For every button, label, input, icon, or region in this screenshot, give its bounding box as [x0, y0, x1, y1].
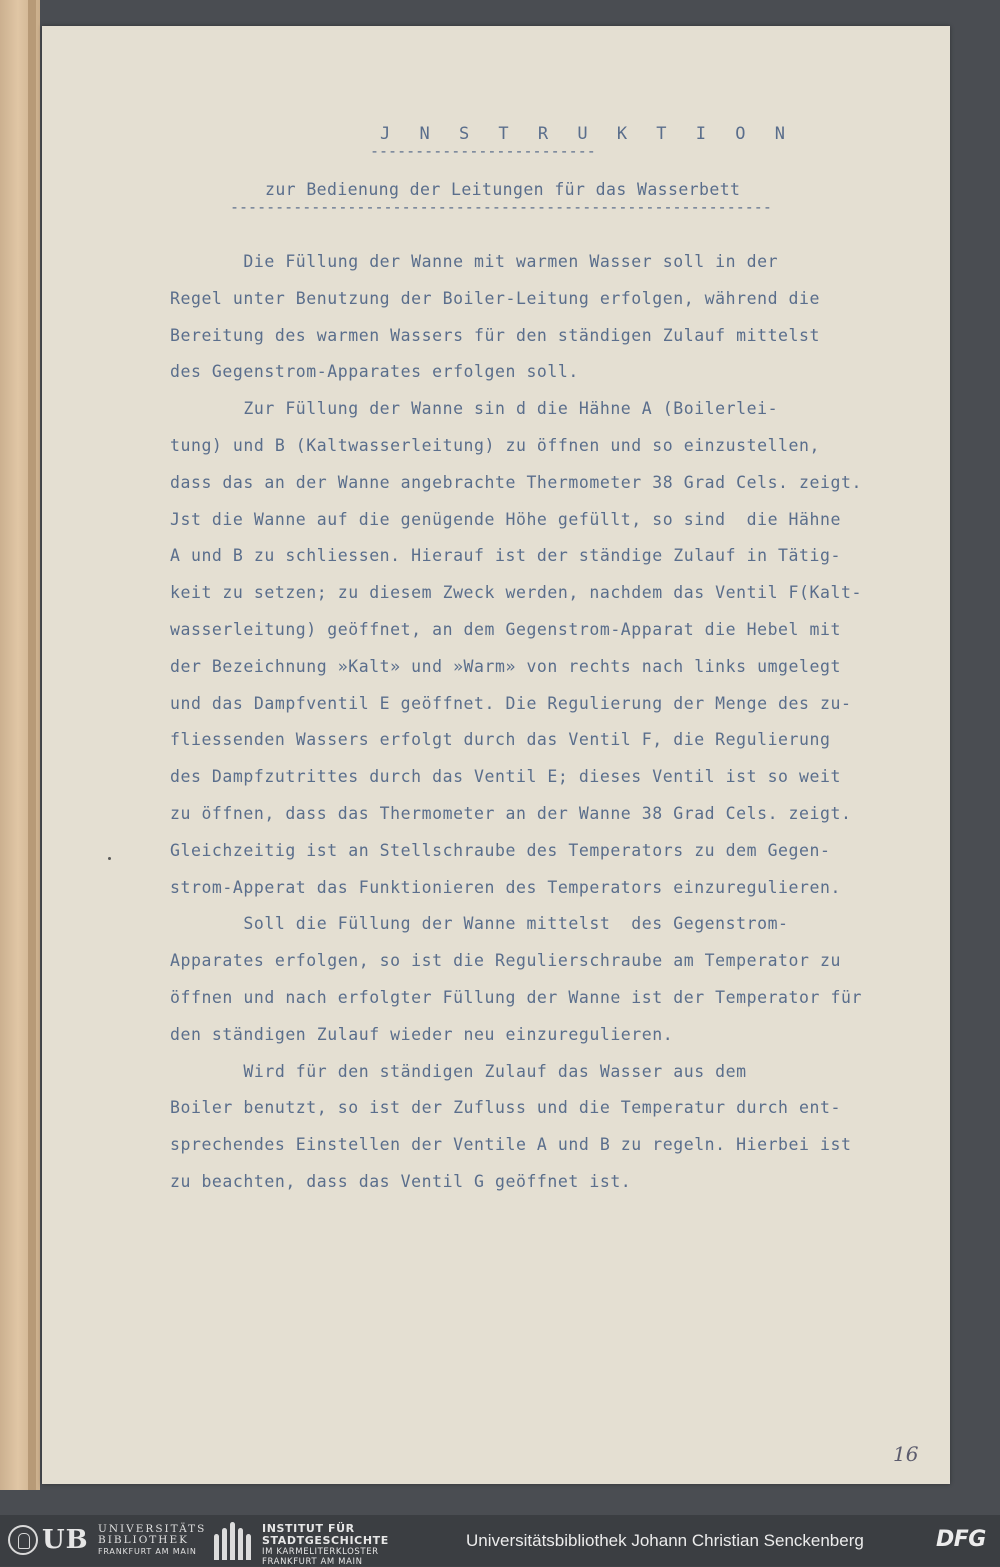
text-line: öffnen und nach erfolgter Füllung der Wanne ist der Temperator für — [170, 988, 862, 1007]
isg-line2: STADTGESCHICHTE — [262, 1534, 389, 1547]
text-line: dass das an der Wanne angebrachte Thermometer 38 Grad Cels. zeigt. — [170, 472, 862, 492]
ub-line2: BIBLIOTHEK — [98, 1534, 189, 1546]
text-line: Die Füllung der Wanne mit warmen Wasser soll in der — [170, 252, 779, 271]
text-line: zu öffnen, dass das Thermometer an der Wanne 38 Grad Cels. zeigt. — [170, 804, 852, 823]
document-page — [42, 26, 950, 1484]
text-line: tung) und B (Kaltwasserleitung) zu öffnen und so einzustellen, — [170, 436, 820, 455]
text-line: und das Dampfventil E geöffnet. Die Regulierung der Menge des zu- — [170, 693, 852, 713]
ub-letters: UB — [42, 1525, 89, 1555]
title-underline: ------------------------- — [370, 142, 596, 160]
text-line: A und B zu schliessen. Hierauf ist der ständige Zulauf in Tätig- — [170, 546, 841, 566]
ub-line1: UNIVERSITÄTS — [98, 1523, 207, 1535]
text-line: keit zu setzen; zu diesem Zweck werden, nachdem das Ventil F(Kalt- — [170, 583, 862, 603]
isg-columns-icon[interactable] — [214, 1522, 254, 1560]
text-line: sprechendes Einstellen der Ventile A und B zu regeln. Hierbei ist — [170, 1135, 852, 1155]
document-subtitle: zur Bedienung der Leitungen für das Wasserbett — [265, 180, 741, 199]
isg-name — [262, 1523, 389, 1567]
text-line: Jst die Wanne auf die genügende Höhe gefüllt, so sind die Hähne — [170, 509, 841, 529]
document-title: J N S T R U K T I O N — [380, 124, 795, 144]
ub-logo[interactable] — [8, 1523, 94, 1559]
text-line: Gleichzeitig ist an Stellschraube des Temperators zu dem Gegen- — [170, 840, 831, 860]
page-number: 16 — [893, 1442, 919, 1466]
text-line: den ständigen Zulauf wieder neu einzuregulieren. — [170, 1024, 674, 1044]
isg-line1: INSTITUT FÜR — [262, 1522, 355, 1535]
ink-dot — [108, 857, 111, 860]
isg-line3: IM KARMELITERKLOSTER — [262, 1547, 379, 1557]
text-line: der Bezeichnung »Kalt» und »Warm» von rechts nach links umgelegt — [170, 656, 841, 676]
ub-seal-icon — [8, 1525, 38, 1555]
text-line: des Dampfzutrittes durch das Ventil E; dieses Ventil ist so weit — [170, 767, 841, 787]
text-line: Apparates erfolgen, so ist die Regulierschraube am Temperator zu — [170, 951, 841, 971]
text-line: Soll die Füllung der Wanne mittelst des Gegenstrom- — [170, 914, 789, 934]
text-line: wasserleitung) geöffnet, an dem Gegenstrom-Apparat die Hebel mit — [170, 620, 841, 639]
text-line: fliessenden Wassers erfolgt durch das Ventil F, die Regulierung — [170, 730, 831, 750]
text-line: Regel unter Benutzung der Boiler-Leitung erfolgen, während die — [170, 288, 820, 308]
ub-name — [98, 1524, 206, 1557]
text-line: zu beachten, dass das Ventil G geöffnet ist. — [170, 1172, 632, 1191]
text-line: Boiler benutzt, so ist der Zufluss und die Temperatur durch ent- — [170, 1098, 841, 1118]
text-line: strom-Apperat das Funktionieren des Temperators einzuregulieren. — [170, 877, 841, 897]
subtitle-underline: ------------------------------------------------------------ — [230, 198, 772, 216]
ub-line3: FRANKFURT AM MAIN — [98, 1547, 197, 1556]
text-line: des Gegenstrom-Apparates erfolgen soll. — [170, 362, 579, 382]
viewer-footer — [0, 1515, 1000, 1566]
text-line: Wird für den ständigen Zulauf das Wasser aus dem — [170, 1061, 747, 1081]
isg-line4: FRANKFURT AM MAIN — [262, 1557, 363, 1567]
dfg-logo[interactable]: DFG — [936, 1527, 986, 1552]
text-line: Zur Füllung der Wanne sin d die Hähne A (Boilerlei- — [170, 399, 779, 419]
library-name-link[interactable]: Universitätsbibliothek Johann Christian Senckenberg — [466, 1531, 864, 1550]
text-line: Bereitung des warmen Wassers für den ständigen Zulauf mittelst — [170, 325, 820, 345]
binding-edge — [28, 0, 36, 1490]
